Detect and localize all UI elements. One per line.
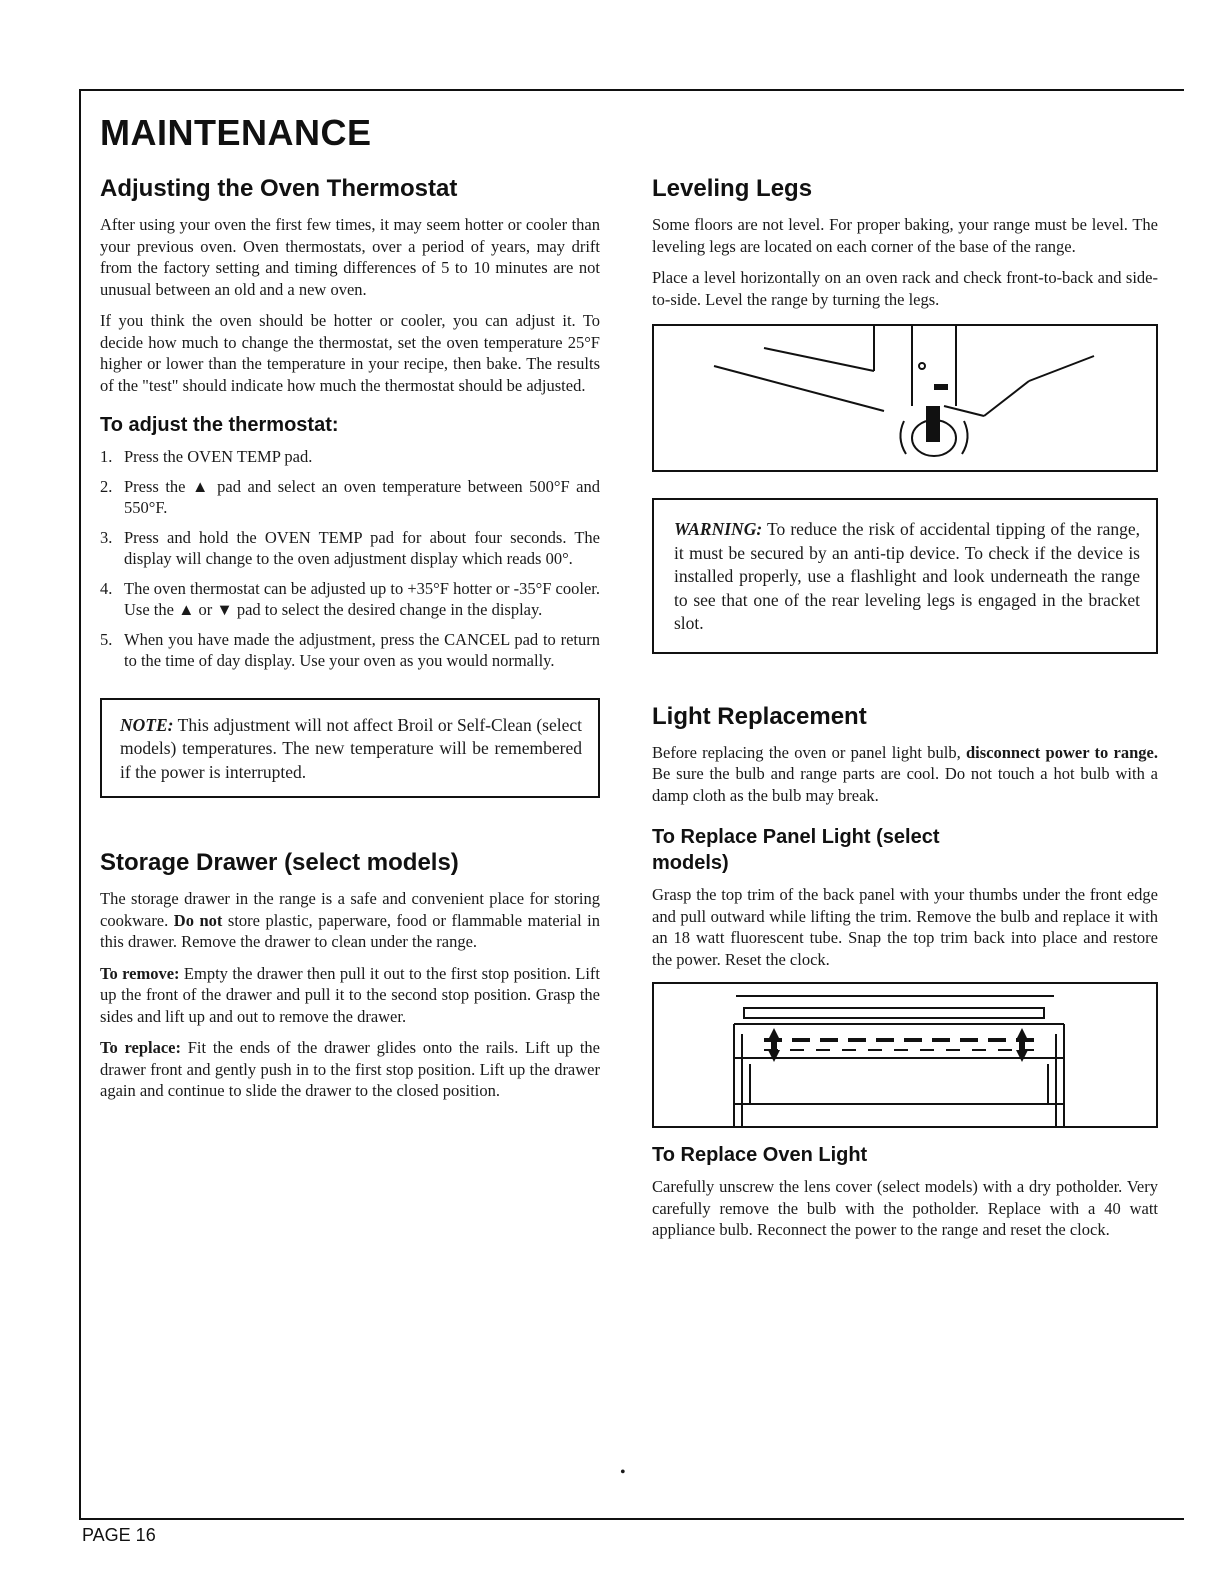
- light-para-c: Be sure the bulb and range parts are cool. Do not touch a hot bulb with a damp cloth as the bulb may break.: [652, 764, 1158, 805]
- note-text: This adjustment will not affect Broil or Self-Clean (select models) temperatures. The new temperature will be remembered if the power is interrupted.: [120, 714, 582, 782]
- thermostat-para-1: After using your oven the first few times, it may seem hotter or cooler than your previous oven. Oven thermostats, over a period of years, may drift from the factory setting and timing differences of 5 to 10 minutes are not unusual between an old and a new oven.: [100, 215, 600, 299]
- step-number: 5.: [100, 629, 113, 649]
- oven-light-heading: To Replace Oven Light: [652, 1144, 868, 1166]
- panel-light-drawing: [654, 984, 1156, 1126]
- leveling-leg-illustration: [652, 324, 1158, 472]
- thermostat-steps: [100, 446, 600, 672]
- leveling-para-2: Place a level horizontally on an oven rack and check front-to-back and side-to-side. Level the range by turning the legs.: [652, 268, 1158, 309]
- thermostat-section: [100, 172, 600, 798]
- light-section: [652, 700, 1158, 1241]
- storage-section: [100, 846, 600, 1102]
- remove-label: To remove:: [100, 963, 180, 983]
- panel-light-text: Grasp the top trim of the back panel with your thumbs under the front edge and pull outward while lifting the trim. Remove the bulb and replace it with an 18 watt fluorescent tube. Snap the top trim back into place and restore the power. Reset the clock.: [652, 885, 1158, 969]
- step-number: 4.: [100, 578, 113, 598]
- panel-light-heading: To Replace Panel Light (select models): [652, 826, 940, 874]
- page-title: MAINTENANCE: [100, 112, 372, 153]
- thermostat-steps-heading: To adjust the thermostat:: [100, 414, 339, 436]
- remove-text: Empty the drawer then pull it out to the first stop position. Lift up the front of the drawer and pull it to the second stop position. Grasp the sides and lift up and out to remove the drawer.: [100, 963, 600, 1026]
- step-text: Press the ▲ pad and select an oven temperature between 500°F and 550°F.: [124, 476, 600, 517]
- step-item: [100, 527, 600, 570]
- step-number: 1.: [100, 447, 113, 466]
- panel-light-illustration: [652, 982, 1158, 1128]
- step-item: [100, 578, 600, 621]
- warning-label: WARNING:: [674, 519, 763, 539]
- margin-dot: •: [620, 1464, 626, 1481]
- left-column: [100, 172, 600, 1112]
- left-rule: [79, 89, 81, 1519]
- leveling-heading: Leveling Legs: [652, 175, 813, 202]
- bottom-rule: [79, 1518, 1184, 1520]
- replace-text: Fit the ends of the drawer glides onto the rails. Lift up the drawer front and gently push in to the first stop position. Lift up the drawer again and continue to slide the drawer to the closed position.: [100, 1038, 600, 1100]
- thermostat-heading: Adjusting the Oven Thermostat: [100, 175, 458, 202]
- step-number: 2.: [100, 476, 113, 496]
- storage-para-c: store plastic, paperware, food or flammable material in this drawer. Remove the drawer to clean under the range.: [100, 910, 600, 951]
- note-box: [100, 698, 600, 799]
- step-text: The oven thermostat can be adjusted up to +35°F hotter or -35°F cooler. Use the ▲ or ▼ pad to select the desired change in the display.: [124, 578, 600, 619]
- leveling-section: [652, 172, 1158, 654]
- storage-para-a: The storage drawer in the range is a safe and convenient place for storing cookware.: [100, 889, 600, 930]
- storage-para-bold: Do not: [173, 910, 223, 930]
- top-rule: [79, 89, 1184, 91]
- step-text: Press and hold the OVEN TEMP pad for about four seconds. The display will change to the oven adjustment display which reads 00°.: [124, 527, 600, 568]
- step-text: Press the OVEN TEMP pad.: [124, 447, 313, 466]
- step-number: 3.: [100, 527, 113, 547]
- right-column: [652, 172, 1158, 1251]
- warning-box: [652, 498, 1158, 654]
- step-item: [100, 446, 600, 468]
- step-item: [100, 629, 600, 672]
- note-label: NOTE:: [120, 714, 174, 735]
- light-heading: Light Replacement: [652, 702, 867, 730]
- leveling-leg-drawing: [654, 326, 1156, 470]
- light-para-bold: disconnect power to range.: [966, 742, 1158, 762]
- light-para-a: Before replacing the oven or panel light bulb,: [652, 742, 966, 762]
- leveling-para-1: Some floors are not level. For proper baking, your range must be level. The leveling legs are located on each corner of the base of the range.: [652, 215, 1158, 256]
- oven-light-text: Carefully unscrew the lens cover (select models) with a dry potholder. Very carefully remove the bulb with the potholder. Replace with a 40 watt appliance bulb. Reconnect the power to the range and reset the clock.: [652, 1177, 1158, 1239]
- step-item: [100, 476, 600, 519]
- storage-heading: Storage Drawer (select models): [100, 849, 459, 876]
- step-text: When you have made the adjustment, press the CANCEL pad to return to the time of day display. Use your oven as you would normally.: [124, 629, 600, 670]
- warning-text: To reduce the risk of accidental tipping of the range, it must be secured by an anti-tip device. To check if the device is installed properly, use a flashlight and look underneath the range to see that one of the rear leveling legs is engaged in the bracket slot.: [674, 519, 1140, 633]
- replace-label: To replace:: [100, 1038, 181, 1057]
- thermostat-para-2: If you think the oven should be hotter or cooler, you can adjust it. To decide how much to change the thermostat, set the oven temperature 25°F higher or lower than the temperature in your recipe, then bake. The results of the "test" should indicate how much the thermostat should be adjusted.: [100, 311, 600, 395]
- page-number: PAGE 16: [82, 1525, 156, 1545]
